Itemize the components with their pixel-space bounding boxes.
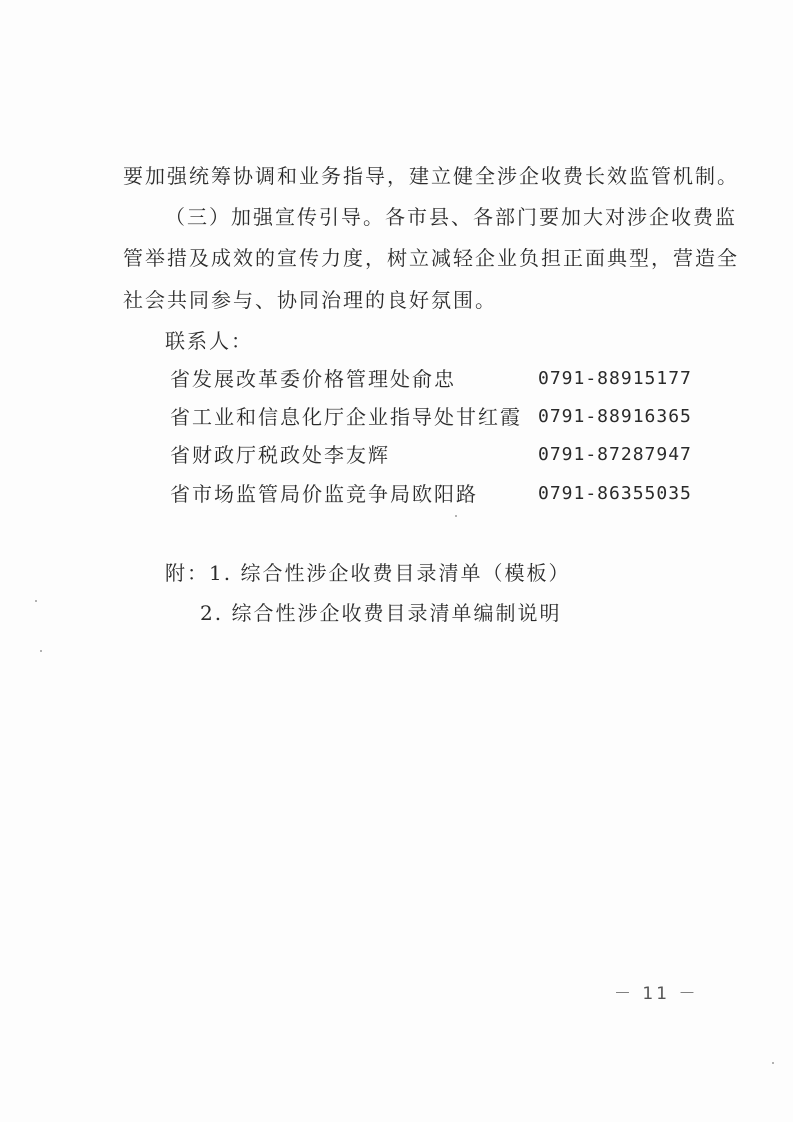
scan-speck bbox=[40, 650, 42, 652]
contact-name: 省工业和信息化厅企业指导处甘红霞 bbox=[170, 405, 522, 429]
paragraph-line-1: 要加强统筹协调和业务指导，建立健全涉企收费长效监管机制。 bbox=[123, 164, 739, 188]
paragraph-line-3: 管举措及成效的宣传力度，树立减轻企业负担正面典型，营造全 bbox=[123, 246, 739, 270]
scan-speck bbox=[772, 1062, 774, 1064]
contact-row bbox=[0, 404, 793, 430]
contact-phone: 0791-86355035 bbox=[538, 483, 692, 504]
contact-row bbox=[0, 442, 793, 468]
contacts-label: 联系人： bbox=[165, 329, 253, 353]
contact-phone: 0791-88916365 bbox=[538, 406, 692, 427]
contact-row bbox=[0, 366, 793, 392]
contact-name: 省市场监管局价监竞争局欧阳路 bbox=[170, 482, 478, 506]
page-number: － 11 － bbox=[614, 984, 699, 1004]
contact-name: 省财政厅税政处李友辉 bbox=[170, 443, 390, 467]
attachment-2: 2. 综合性涉企收费目录清单编制说明 bbox=[200, 601, 562, 625]
paragraph-line-4: 社会共同参与、协同治理的良好氛围。 bbox=[123, 288, 497, 312]
contact-name: 省发展改革委价格管理处俞忠 bbox=[170, 367, 456, 391]
contact-phone: 0791-87287947 bbox=[538, 444, 692, 465]
scan-speck bbox=[35, 600, 37, 602]
contact-row bbox=[0, 481, 793, 507]
contact-phone: 0791-88915177 bbox=[538, 368, 692, 389]
paragraph-line-2: （三）加强宣传引导。各市县、各部门要加大对涉企收费监 bbox=[165, 205, 737, 229]
attachment-1: 附：1. 综合性涉企收费目录清单（模板） bbox=[165, 561, 571, 585]
scan-speck bbox=[455, 515, 457, 517]
